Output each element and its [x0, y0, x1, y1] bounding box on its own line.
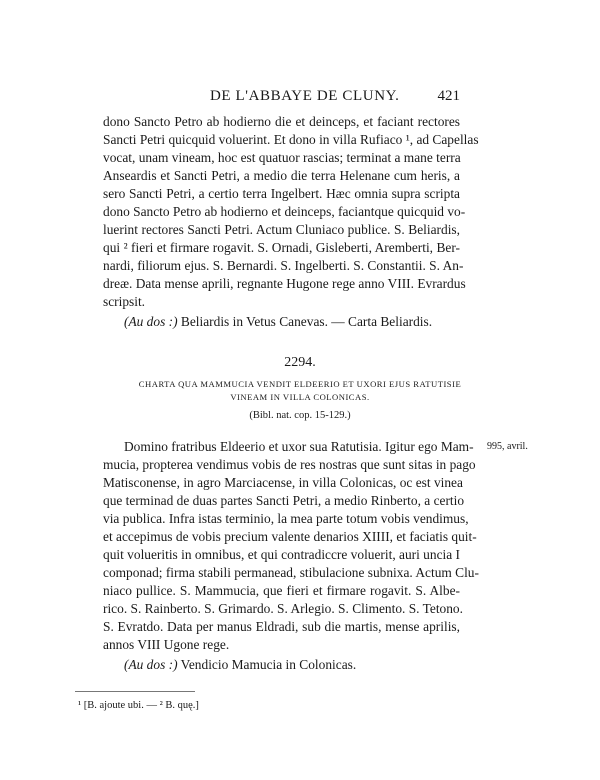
text-line: componad; firma stabili permanead, stibulacione subnixa. Actum Clu- — [103, 565, 479, 580]
charter-number: 2294. — [284, 355, 316, 370]
text-line: nardi, filiorum ejus. S. Bernardi. S. Ingelberti. S. Constantii. S. An- — [103, 258, 464, 273]
text-line: annos VIII Ugone rege. — [103, 637, 230, 652]
text-line: vocat, unam vineam, hoc est quatuor rascias; terminat a mane terra — [103, 150, 461, 165]
text-line: S. Evratdo. Data per manus Eldradi, sub die martis, mense aprilis, — [103, 619, 460, 634]
page-header — [60, 88, 460, 108]
text-line: mucia, propterea vendimus vobis de res nostras que sunt sitas in pago — [103, 457, 476, 472]
text-line: dono Sancto Petro ab hodierno die et deinceps, et faciant rectores — [103, 114, 460, 129]
source-reference: (Bibl. nat. cop. 15-129.) — [249, 410, 351, 421]
text-line: Matisconense, in agro Marciacense, in villa Colonicas, oc est vinea — [103, 475, 463, 490]
text-line: niaco pullice. S. Mammucia, que fieri et firmare rogavit. S. Albe- — [103, 583, 460, 598]
text-line: qui ² fieri et firmare rogavit. S. Ornadi, Gisleberti, Aremberti, Ber- — [103, 240, 460, 255]
text-line: Sancti Petri quicquid voluerint. Et dono in villa Rufiaco ¹, ad Capellas — [103, 132, 479, 147]
text-line: Anseardis et Sancti Petri, a medio die terra Helenane cum heris, a — [103, 168, 460, 183]
dorsal-label: (Au dos :) — [124, 657, 178, 672]
text-line: via publica. Infra istas terminio, la mea parte totum vobis vendimus, — [103, 511, 469, 526]
dorsal-label: (Au dos :) — [124, 314, 178, 329]
text-line: rico. S. Rainberto. S. Grimardo. S. Arlegio. S. Climento. S. Tetono. — [103, 601, 463, 616]
dorsal-note — [124, 313, 460, 330]
dorsal-text: Beliardis in Vetus Canevas. — Carta Beliardis. — [180, 314, 433, 329]
dorsal-note — [124, 656, 460, 673]
charter-summary-line: VINEAM IN VILLA COLONICAS. — [230, 392, 370, 402]
charter-summary-line: CHARTA QUA MAMMUCIA VENDIT ELDEERIO ET UXORI EJUS RATUTISIE — [138, 379, 462, 389]
text-line: et accepimus de vobis precium valente denarios XIIII, et faciatis quit- — [103, 529, 477, 544]
text-line: dreæ. Data mense aprili, regnante Hugone rege anno VIII. Evrardus — [103, 276, 466, 291]
page-number: 421 — [437, 88, 460, 104]
text-line: luerint rectores Sancti Petri. Actum Cluniaco publice. S. Beliardis, — [103, 222, 460, 237]
text-line: quit volueritis in omnibus, et qui contradiccre voluerit, auri uncia I — [103, 547, 460, 562]
text-line: Domino fratribus Eldeerio et uxor sua Ratutisia. Igitur ego Mam- — [124, 439, 474, 454]
text-line: scripsit. — [103, 294, 146, 309]
footnote: ¹ [B. ajoute ubi. — ² B. quę.] — [78, 700, 199, 711]
text-line: dono Sancto Petro ab hodierno et deinceps, faciantque quicquid vo- — [103, 204, 466, 219]
dorsal-text: Vendicio Mamucia in Colonicas. — [180, 657, 357, 672]
footnote-rule — [75, 691, 195, 692]
text-line: que terminad de duas partes Sancti Petri, a medio Rinberto, a certio — [103, 493, 465, 508]
text-line: sero Sancti Petri, a certio terra Ingelbert. Hæc omnia supra scripta — [103, 186, 460, 201]
running-title: DE L'ABBAYE DE CLUNY. — [210, 88, 400, 104]
margin-date: 995, avril. — [487, 441, 528, 452]
